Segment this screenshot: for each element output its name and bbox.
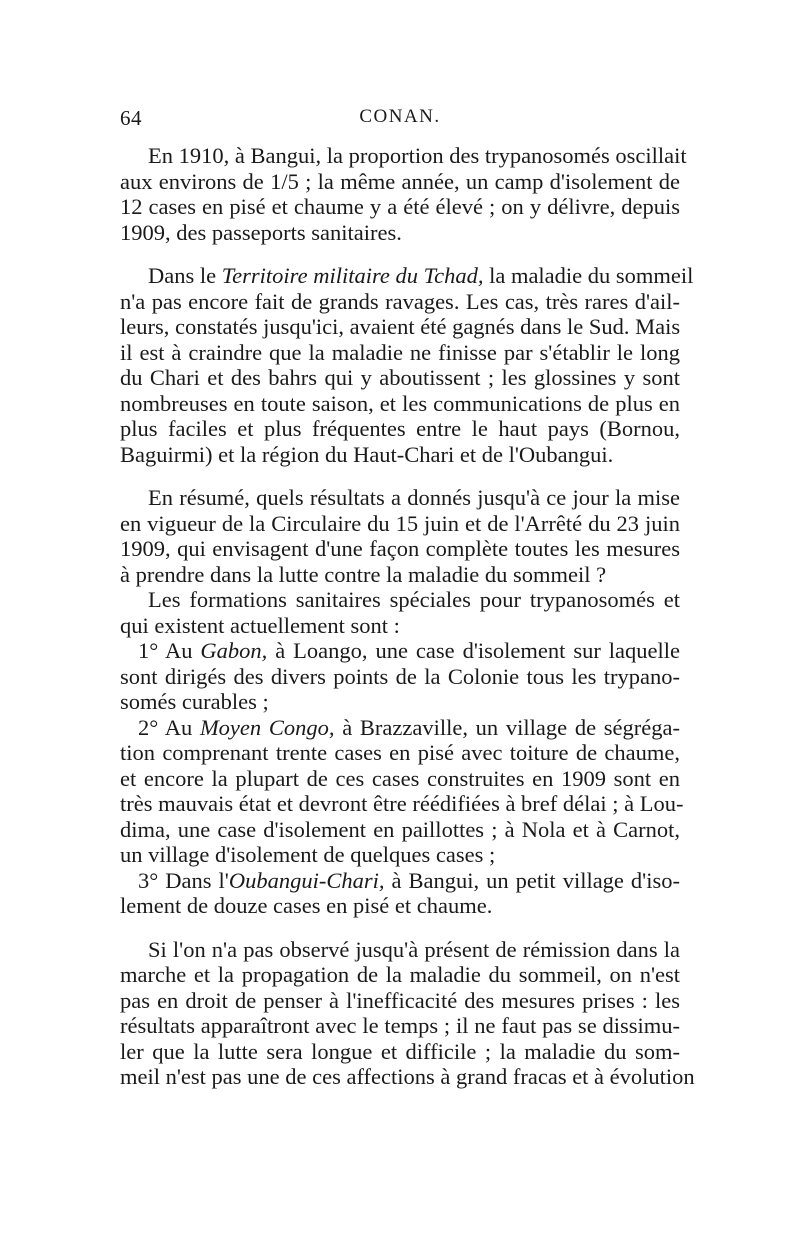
text-line: très mauvais état et devront être réédifiées à bref délai ; à Lou- bbox=[120, 791, 684, 816]
text-line: à prendre dans la lutte contre la maladie du sommeil ? bbox=[120, 561, 607, 587]
body-text bbox=[120, 143, 695, 1090]
text-line: il est à craindre que la maladie ne finisse par s'établir le long bbox=[120, 339, 680, 365]
line-start: 2° Au bbox=[138, 714, 200, 740]
text-line: n'a pas encore fait de grands ravages. Les cas, très rares d'ail- bbox=[120, 288, 680, 314]
text-line: Les formations sanitaires spéciales pour trypanosomés et bbox=[148, 587, 680, 612]
text-line bbox=[120, 638, 680, 664]
line-end: à Bangui, un petit village d'iso- bbox=[384, 867, 680, 893]
text-line: tion comprenant trente cases en pisé avec toiture de chaume, bbox=[120, 740, 680, 765]
paragraph-tchad bbox=[120, 263, 694, 467]
text-line: plus faciles et plus fréquentes entre le haut pays (Bornou, bbox=[120, 416, 680, 441]
italic-place-name: Moyen Congo, bbox=[199, 714, 335, 740]
text-line: aux environs de 1/5 ; la même année, un camp d'isolement de bbox=[120, 168, 680, 194]
text-line: En 1910, à Bangui, la proportion des trypanosomés oscillait bbox=[148, 143, 687, 168]
text-line: en vigueur de la Circulaire du 15 juin et de l'Arrêté du 23 juin bbox=[120, 510, 680, 536]
text-line: résultats apparaîtront avec le temps ; il ne faut pas se dissimu- bbox=[120, 1013, 680, 1038]
text-line: nombreuses en toute saison, et les communications de plus en bbox=[120, 390, 680, 416]
text-line: somés curables ; bbox=[120, 689, 269, 714]
text-line: un village d'isolement de quelques cases ; bbox=[120, 842, 496, 867]
line-start: Dans le bbox=[148, 263, 222, 288]
line-end: à Brazzaville, un village de ségréga- bbox=[334, 714, 680, 740]
list-item-oubangui-chari bbox=[120, 868, 680, 919]
text-line: meil n'est pas une de ces affections à grand fracas et à évolution bbox=[120, 1064, 695, 1089]
running-head: CONAN. bbox=[359, 106, 441, 127]
paragraph-bangui bbox=[120, 143, 687, 245]
list-item-gabon bbox=[120, 638, 680, 715]
paragraph-resume bbox=[120, 485, 680, 587]
text-line: marche et la propagation de la maladie du sommeil, on n'est bbox=[120, 962, 680, 987]
line-end: à Loango, une case d'isolement sur laquelle bbox=[267, 638, 681, 663]
text-line: pas en droit de penser à l'inefficacité des mesures prises : les bbox=[120, 987, 680, 1013]
text-line bbox=[120, 263, 694, 289]
paragraph-conclusion bbox=[120, 936, 695, 1090]
text-line: lement de douze cases en pisé et chaume. bbox=[120, 893, 493, 918]
text-line: du Chari et des bahrs qui y aboutissent ; les glossines y sont bbox=[120, 365, 680, 390]
text-line: En résumé, quels résultats a donnés jusqu'à ce jour la mise bbox=[148, 485, 680, 510]
text-line: 12 cases en pisé et chaume y a été élevé ; on y délivre, depuis bbox=[120, 194, 680, 219]
text-line: Si l'on n'a pas observé jusqu'à présent de rémission dans la bbox=[148, 936, 680, 962]
italic-place-name: Oubangui-Chari, bbox=[228, 867, 385, 893]
text-line: et encore la plupart de ces cases construites en 1909 sont en bbox=[120, 765, 680, 791]
text-line: 1909, des passeports sanitaires. bbox=[120, 219, 402, 245]
line-start: 3° Dans l' bbox=[138, 867, 229, 893]
text-line: dima, une case d'isolement en paillottes ; à Nola et à Carnot, bbox=[120, 816, 680, 842]
text-line: qui existent actuellement sont : bbox=[120, 612, 400, 638]
page-number: 64 bbox=[120, 106, 142, 130]
list-item-moyen-congo bbox=[120, 714, 684, 868]
paragraph-formations bbox=[120, 587, 680, 638]
text-line: Baguirmi) et la région du Haut-Chari et de l'Oubangui. bbox=[120, 441, 614, 467]
line-start: 1° Au bbox=[138, 638, 201, 663]
italic-place-name: Gabon, bbox=[200, 638, 268, 663]
text-line: sont dirigés des divers points de la Colonie tous les trypano- bbox=[120, 663, 680, 689]
line-end: la maladie du sommeil bbox=[483, 263, 694, 288]
text-line: 1909, qui envisagent d'une façon complète toutes les mesures bbox=[120, 536, 680, 561]
text-line: leurs, constatés jusqu'ici, avaient été gagnés dans le Sud. Mais bbox=[120, 314, 681, 339]
text-line: ler que la lutte sera longue et difficile ; la maladie du som- bbox=[120, 1038, 680, 1064]
italic-place-name: Territoire militaire du Tchad, bbox=[221, 263, 484, 288]
page-header bbox=[120, 106, 680, 136]
text-line bbox=[120, 715, 680, 741]
text-line bbox=[120, 868, 680, 894]
